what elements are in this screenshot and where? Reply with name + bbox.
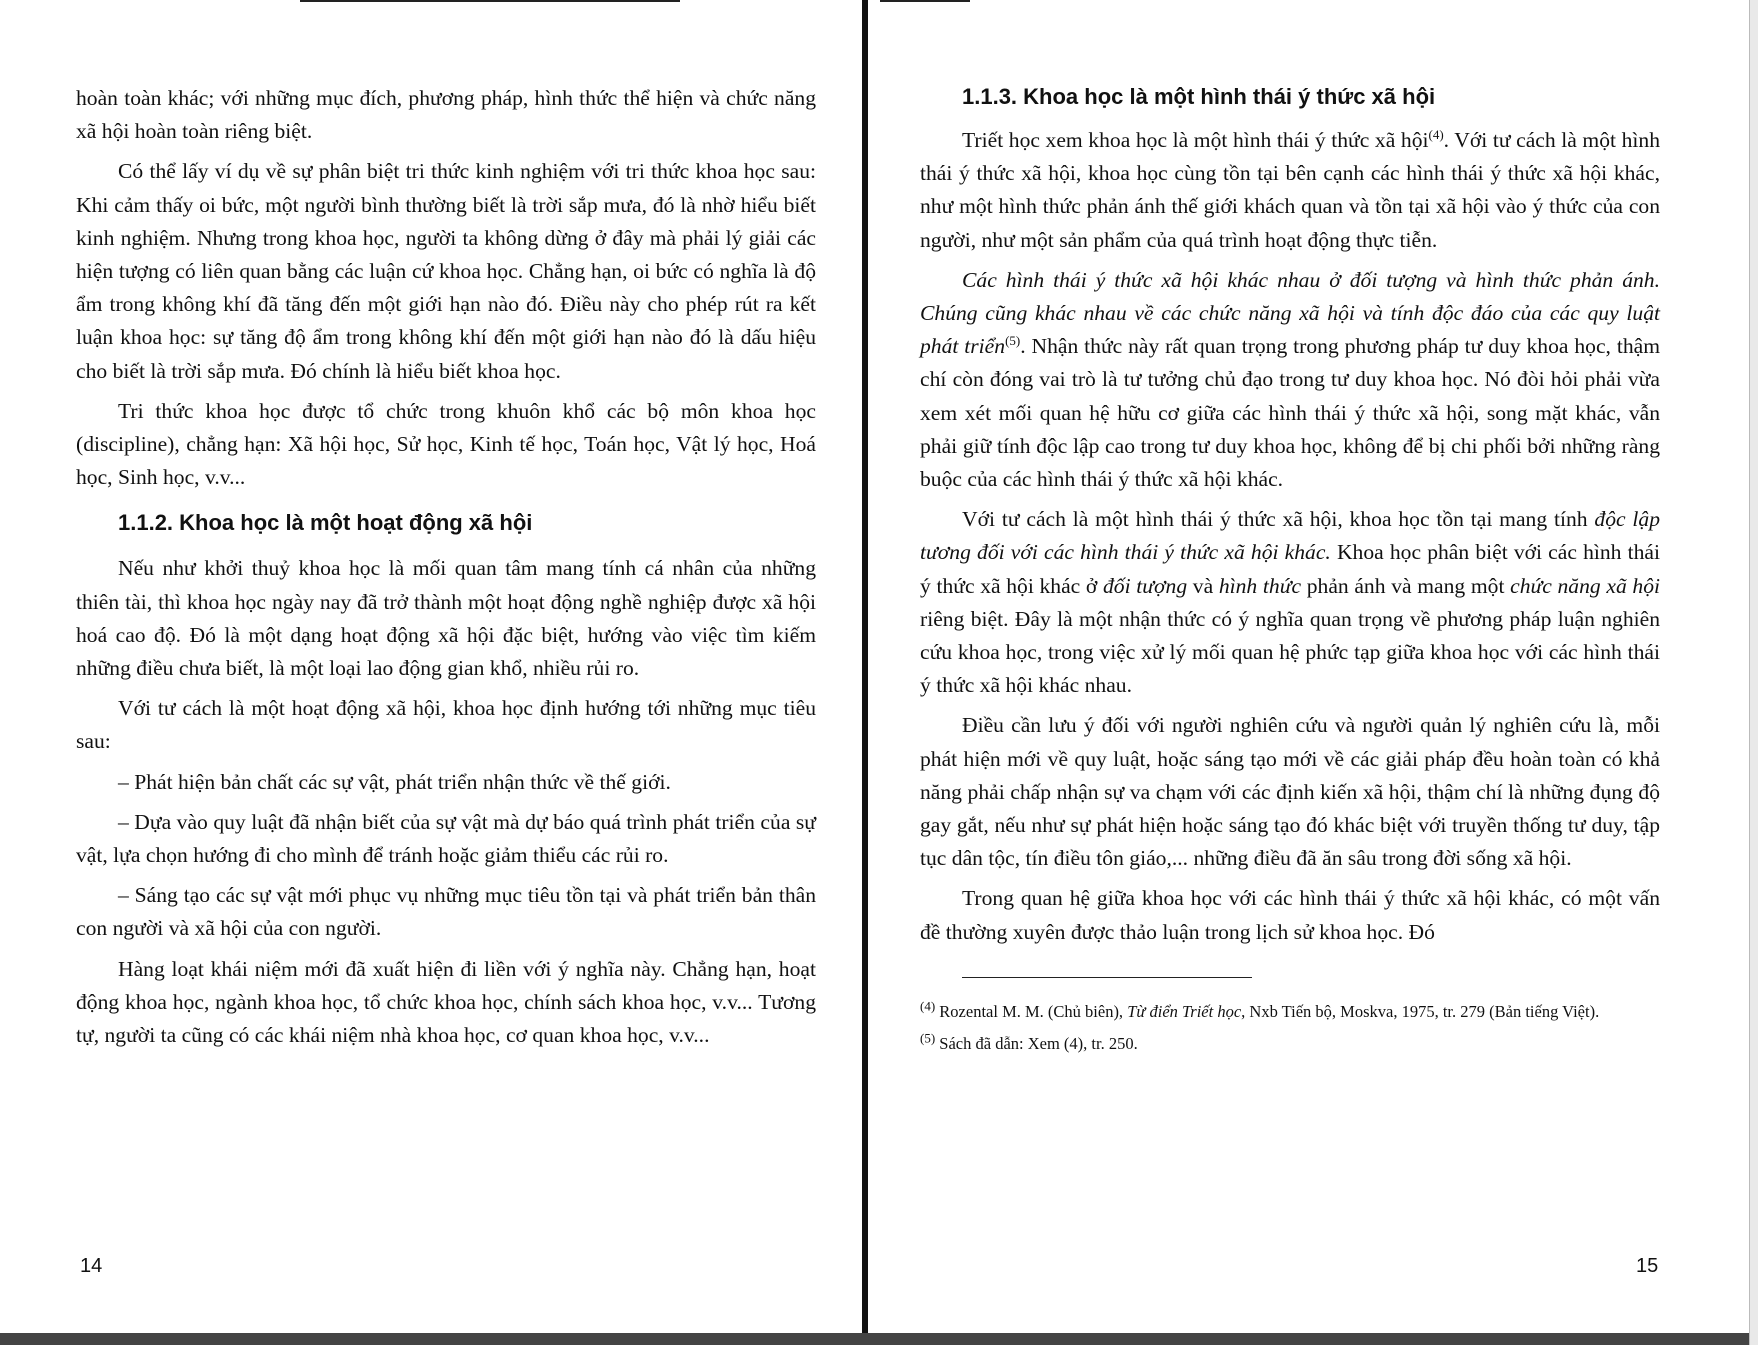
top-scan-rule-right xyxy=(880,0,970,2)
bottom-scan-edge xyxy=(0,1333,1758,1345)
paragraph: Có thể lấy ví dụ về sự phân biệt tri thức kinh nghiệm với tri thức khoa học sau: Khi cảm thấy oi bức, một người bình thường biết là trời sắp mưa, đó là nhờ hiểu biết kinh nghiệm. Nhưng trong khoa học, người ta không dừng ở đây mà phải lý giải các hiện tượng có liên quan bằng các luận cứ khoa học. Chẳng hạn, oi bức có nghĩa là độ ẩm trong không khí đã tăng đến một giới hạn nào đó. Điều này cho phép rút ra kết luận khoa học: sự tăng độ ẩm trong không khí đến một giới hạn nào đó là dấu hiệu cho biết là trời sắp mưa. Đó chính là hiểu biết khoa học. xyxy=(76,159,816,383)
footnote: $^{(4)}$ Rozental M. M. (Chủ biên), Từ điển Triết học, Nxb Tiến bộ, Moskva, 1975, tr. 279 (Bản tiếng Việt). xyxy=(920,998,1600,1021)
book-spine xyxy=(862,0,868,1345)
right-scan-edge xyxy=(1749,0,1758,1345)
top-scan-rule xyxy=(300,0,680,2)
paragraph: Điều cần lưu ý đối với người nghiên cứu và người quản lý nghiên cứu là, mỗi phát hiện mới về quy luật, hoặc sáng tạo mới về các giải pháp đều hoàn toàn có khả năng phải chấp nhận sự va chạm với các định kiến xã hội, thậm chí là những đụng độ gay gắt, nếu như sự phát hiện hoặc sáng tạo đó khác biệt với truyền thống tư duy, tập tục dân tộc, tín điều tôn giáo,... những điều đã ăn sâu trong đời sống xã hội. xyxy=(920,713,1660,871)
left-page xyxy=(76,82,816,1059)
list-item: – Phát hiện bản chất các sự vật, phát triển nhận thức về thế giới. xyxy=(118,769,671,794)
list-item: – Sáng tạo các sự vật mới phục vụ những mục tiêu tồn tại và phát triển bản thân con người và xã hội của con người. xyxy=(76,883,816,941)
footnote: $^{(5)}$ Sách đã dẫn: Xem (4), tr. 250. xyxy=(920,1030,1138,1053)
paragraph: Các hình thái ý thức xã hội khác nhau ở đối tượng và hình thức phản ánh. Chúng cũng khác nhau về các chức năng xã hội và tính độc đáo của các quy luật phát triển$^{(5)}$. Nhận thức này rất quan trọng trong phương pháp tư duy khoa học, thậm chí còn đóng vai trò là tư tưởng chủ đạo trong tư duy khoa học. Nó đòi hỏi phải vừa xem xét mối quan hệ hữu cơ giữa các hình thái ý thức xã hội, song mặt khác, vẫn phải giữ tính độc lập cao trong tư duy khoa học, không để bị chi phối bởi những ràng buộc của các hình thái ý thức xã hội khác. xyxy=(920,267,1661,492)
section-heading: 1.1.2. Khoa học là một hoạt động xã hội xyxy=(118,510,533,536)
footnote-divider xyxy=(962,977,1252,978)
paragraph: Hàng loạt khái niệm mới đã xuất hiện đi liền với ý nghĩa này. Chẳng hạn, hoạt động khoa học, ngành khoa học, tổ chức khoa học, chính sách khoa học, v.v... Tương tự, người ta cũng có các khái niệm nhà khoa học, cơ quan khoa học, v.v... xyxy=(76,956,816,1048)
paragraph: Với tư cách là một hoạt động xã hội, khoa học định hướng tới những mục tiêu sau: xyxy=(76,696,816,754)
page-number: 15 xyxy=(1636,1255,1659,1277)
paragraph: hoàn toàn khác; với những mục đích, phương pháp, hình thức thể hiện và chức năng xã hội hoàn toàn riêng biệt. xyxy=(76,86,816,144)
right-page xyxy=(920,82,1660,1062)
paragraph: Trong quan hệ giữa khoa học với các hình thái ý thức xã hội khác, có một vấn đề thường xuyên được thảo luận trong lịch sử khoa học. Đó xyxy=(920,886,1660,944)
section-heading: 1.1.3. Khoa học là một hình thái ý thức xã hội xyxy=(962,84,1436,109)
page-number: 14 xyxy=(80,1255,103,1277)
paragraph: Triết học xem khoa học là một hình thái ý thức xã hội$^{(4)}$. Với tư cách là một hình thái ý thức xã hội, khoa học cùng tồn tại bên cạnh các hình thái ý thức xã hội khác, như một hình thức phản ánh thế giới khách quan và tồn tại xã hội vào ý thức của con người, như một sản phẩm của quá trình hoạt động thực tiễn. xyxy=(920,126,1660,252)
paragraph: Tri thức khoa học được tổ chức trong khuôn khổ các bộ môn khoa học (discipline), chẳng hạn: Xã hội học, Sử học, Kinh tế học, Toán học, Vật lý học, Hoá học, Sinh học, v.v... xyxy=(76,398,816,490)
paragraph: Nếu như khởi thuỷ khoa học là mối quan tâm mang tính cá nhân của những thiên tài, thì khoa học ngày nay đã trở thành một hoạt động nghề nghiệp được xã hội hoá cao độ. Đó là một dạng hoạt động xã hội đặc biệt, hướng vào việc tìm kiếm những điều chưa biết, là một loại lao động gian khổ, nhiều rủi ro. xyxy=(76,556,816,681)
footnote-ref: (4) xyxy=(1428,126,1444,142)
list-item: – Dựa vào quy luật đã nhận biết của sự vật mà dự báo quá trình phát triển của sự vật, lựa chọn hướng đi cho mình để tránh hoặc giảm thiểu các rủi ro. xyxy=(76,809,816,868)
paragraph: Với tư cách là một hình thái ý thức xã hội, khoa học tồn tại mang tính độc lập tương đối với các hình thái ý thức xã hội khác. Khoa học phân biệt với các hình thái ý thức xã hội khác ở đối tượng và hình thức phản ánh và mang một chức năng xã hội riêng biệt. Đây là một nhận thức có ý nghĩa quan trọng về phương pháp luận nghiên cứu khoa học, trong việc xử lý mối quan hệ phức tạp giữa khoa học với các hình thái ý thức xã hội khác nhau. xyxy=(920,507,1661,698)
footnote-ref: (5) xyxy=(1005,333,1021,349)
